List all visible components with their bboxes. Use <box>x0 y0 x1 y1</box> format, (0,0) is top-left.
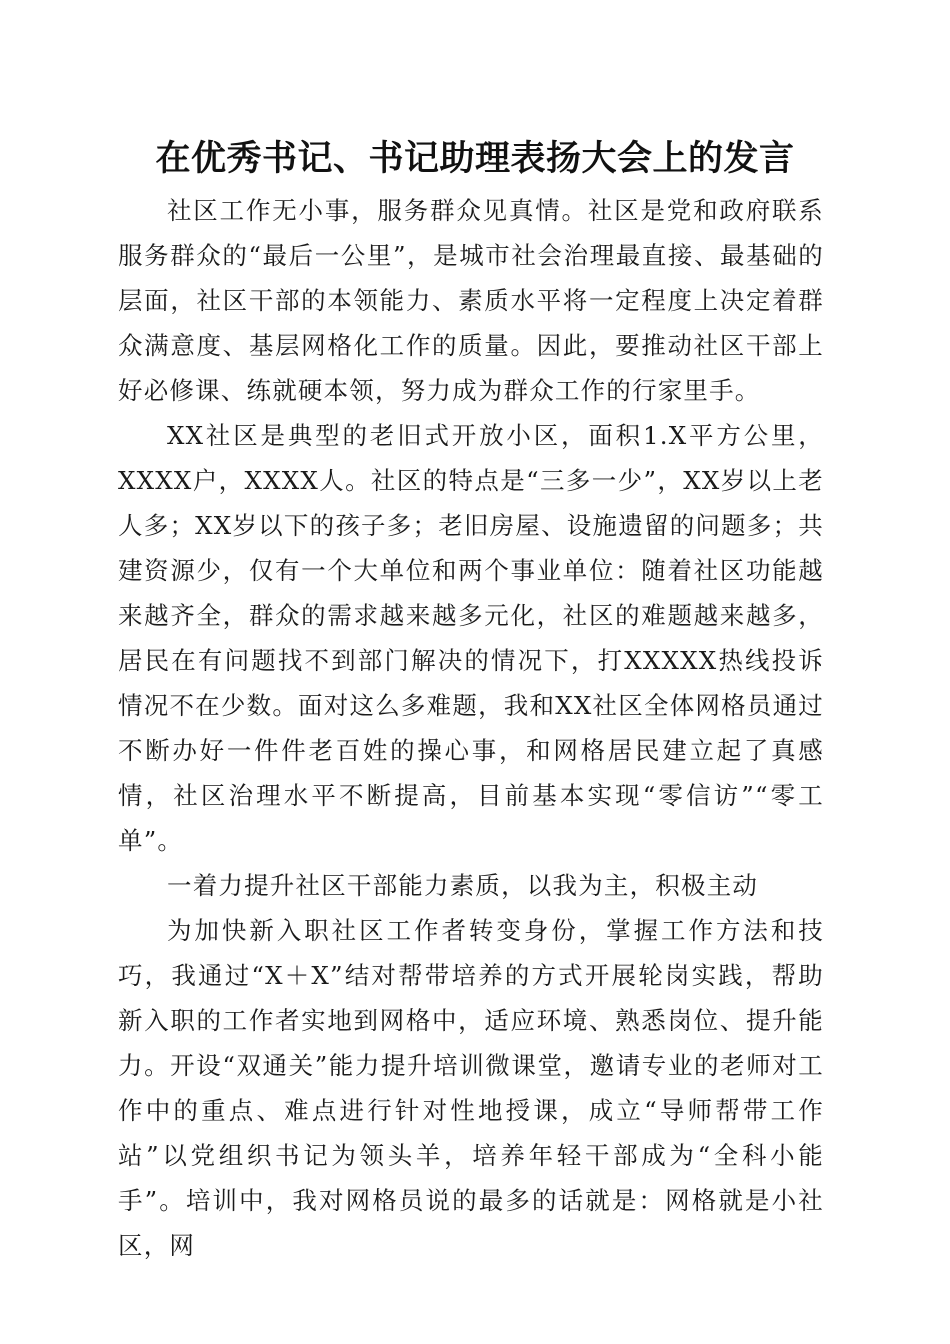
paragraph-intro: 社区工作无小事，服务群众见真情。社区是党和政府联系服务群众的“最后一公里”，是城市社会治理最直接、最基础的层面，社区干部的本领能力、素质水平将一定程度上决定着群众满意度、基层网格化工作的质量。因此，要推动社区干部上好必修课、练就硬本领，努力成为群众工作的行家里手。 <box>118 196 824 405</box>
paragraph-community-overview: XX社区是典型的老旧式开放小区，面积1.X平方公里，XXXX户，XXXX人。社区的特点是“三多一少”，XX岁以上老人多；XX岁以下的孩子多；老旧房屋、设施遗留的问题多；共建资源少，仅有一个大单位和两个事业单位：随着社区功能越来越齐全，群众的需求越来越多元化，社区的难题越来越多，居民在有问题找不到部门解决的情况下，打XXXXX热线投诉情况不在少数。面对这么多难题，我和XX社区全体网格员通过不断办好一件件老百姓的操心事，和网格居民建立起了真感情，社区治理水平不断提高，目前基本实现“零信访”“零工单”。 <box>118 421 824 855</box>
document-title: 在优秀书记、书记助理表扬大会上的发言 <box>155 138 795 179</box>
document-body <box>118 188 824 1268</box>
section-heading-1: 一着力提升社区干部能力素质，以我为主，积极主动 <box>167 871 759 900</box>
paragraph-training: 为加快新入职社区工作者转变身份，掌握工作方法和技巧，我通过“X＋X”结对帮带培养的方式开展轮岗实践，帮助新入职的工作者实地到网格中，适应环境、熟悉岗位、提升能力。开设“双通关”能力提升培训微课堂，邀请专业的老师对工作中的重点、难点进行针对性地授课，成立“导师帮带工作站”以党组织书记为领头羊，培养年轻干部成为“全科小能手”。培训中，我对网格员说的最多的话就是：网格就是小社区，网 <box>118 916 824 1260</box>
